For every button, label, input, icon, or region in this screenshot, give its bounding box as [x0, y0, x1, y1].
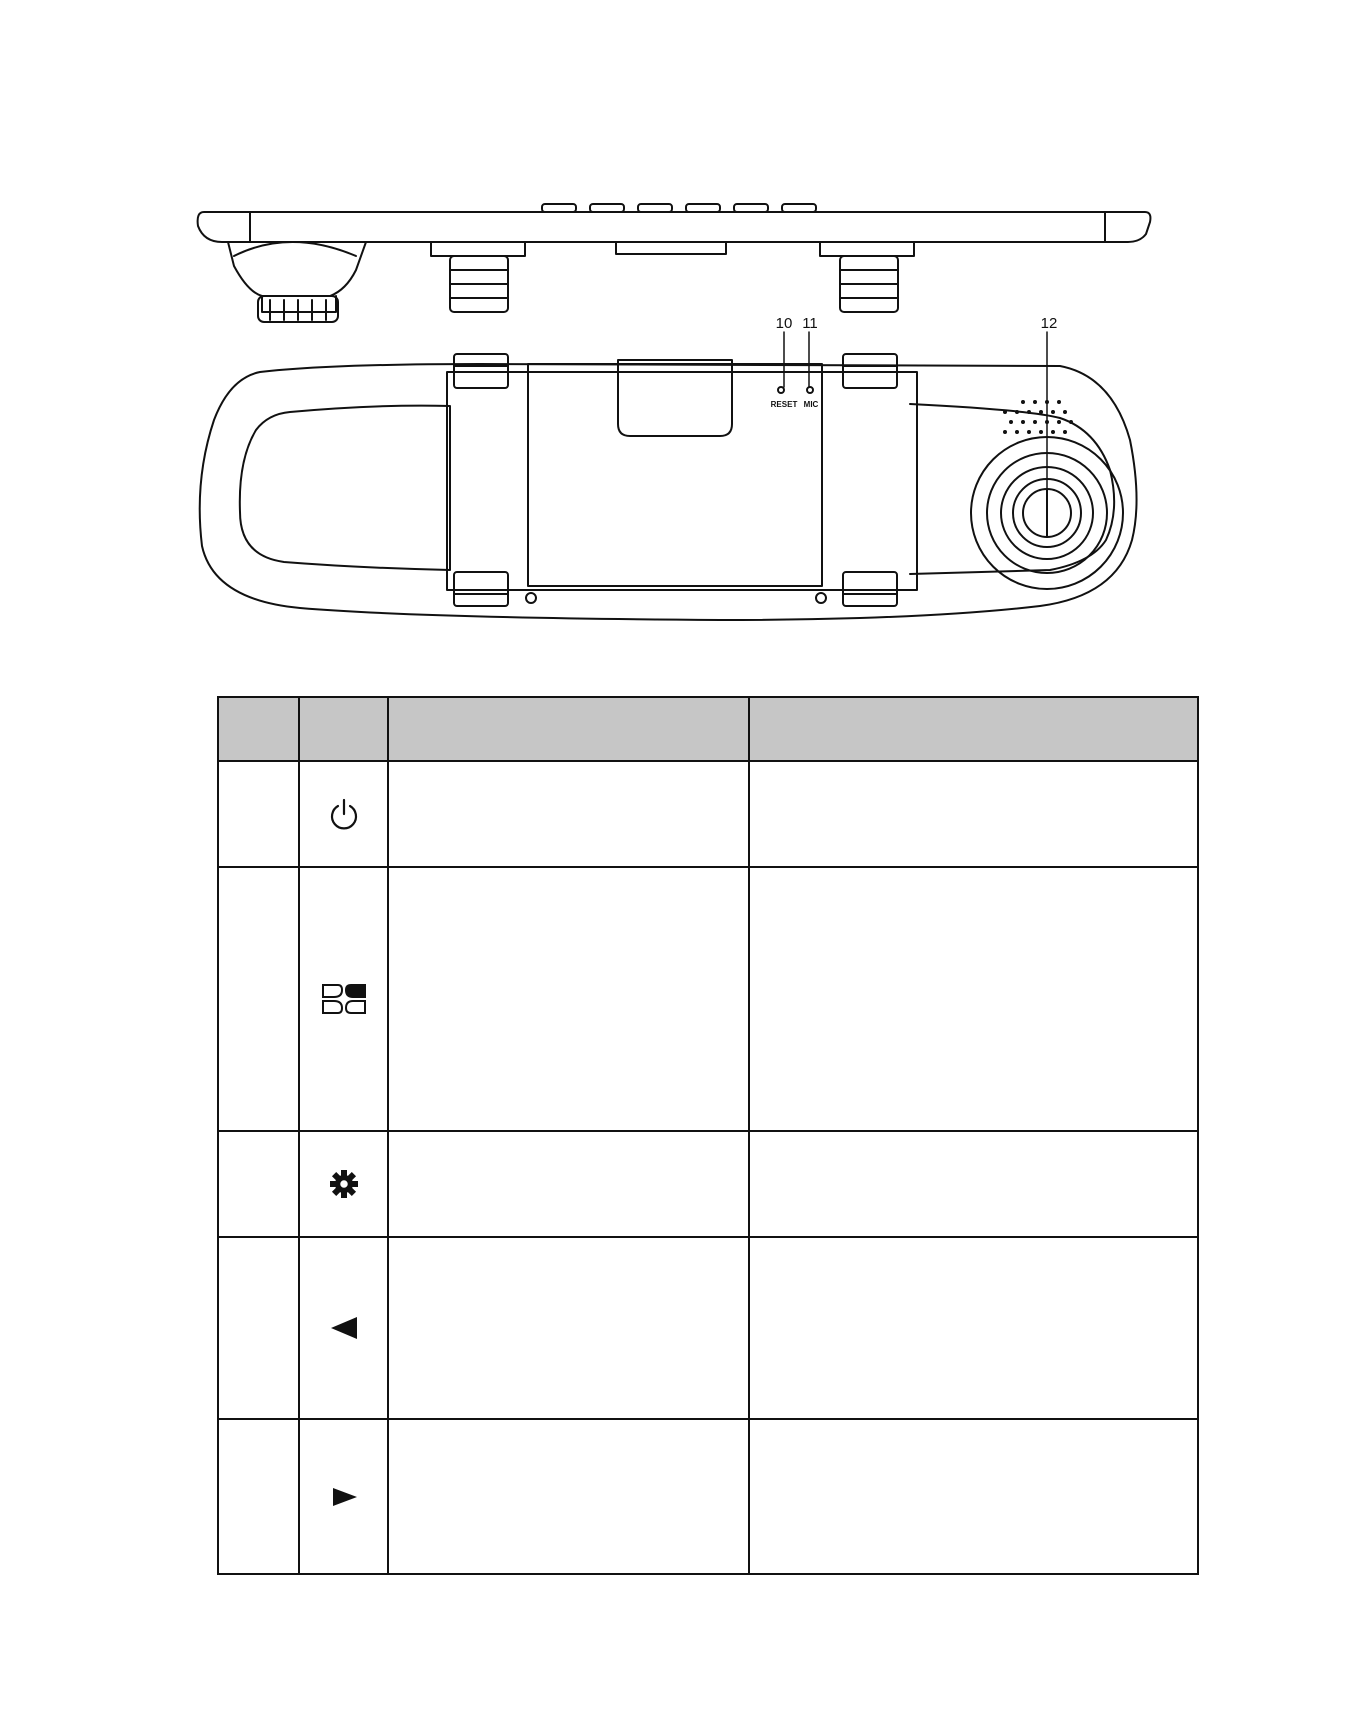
row-description: [749, 1131, 1198, 1237]
mirror-back-view: [200, 332, 1137, 620]
row-number: [218, 761, 299, 867]
header-number: [218, 697, 299, 761]
row-button-name: [388, 867, 749, 1131]
row-description: [749, 867, 1198, 1131]
table-row: [218, 1237, 1198, 1419]
reset-label: RESET: [770, 400, 798, 409]
row-button-name: [388, 1131, 749, 1237]
callout-12: 12: [1040, 315, 1058, 332]
header-function: [749, 697, 1198, 761]
row-description: [749, 1237, 1198, 1419]
row-number: [218, 867, 299, 1131]
speaker-grille: [1003, 400, 1073, 434]
row-number: [218, 1419, 299, 1574]
row-number: [218, 1237, 299, 1419]
table-row: [218, 1131, 1198, 1237]
device-diagram: [0, 0, 1358, 680]
row-button-name: [388, 1237, 749, 1419]
row-number: [218, 1131, 299, 1237]
table-header-row: [218, 697, 1198, 761]
mic-label: MIC: [803, 400, 819, 409]
row-description: [749, 1419, 1198, 1574]
header-icon: [299, 697, 388, 761]
row-button-name: [388, 1419, 749, 1574]
left-arrow-icon: [329, 1315, 359, 1341]
header-button: [388, 697, 749, 761]
settings-icon: [328, 1168, 360, 1200]
row-description: [749, 761, 1198, 867]
callout-11: 11: [802, 315, 818, 332]
button-function-table: [217, 696, 1199, 1575]
mirror-side-view: [198, 204, 1151, 322]
table-row: [218, 1419, 1198, 1574]
table-row: [218, 867, 1198, 1131]
right-arrow-icon: [329, 1486, 359, 1508]
callout-10: 10: [775, 315, 793, 332]
table-row: [218, 761, 1198, 867]
row-button-name: [388, 761, 749, 867]
mode-icon: [320, 982, 368, 1016]
power-icon: [327, 797, 361, 831]
